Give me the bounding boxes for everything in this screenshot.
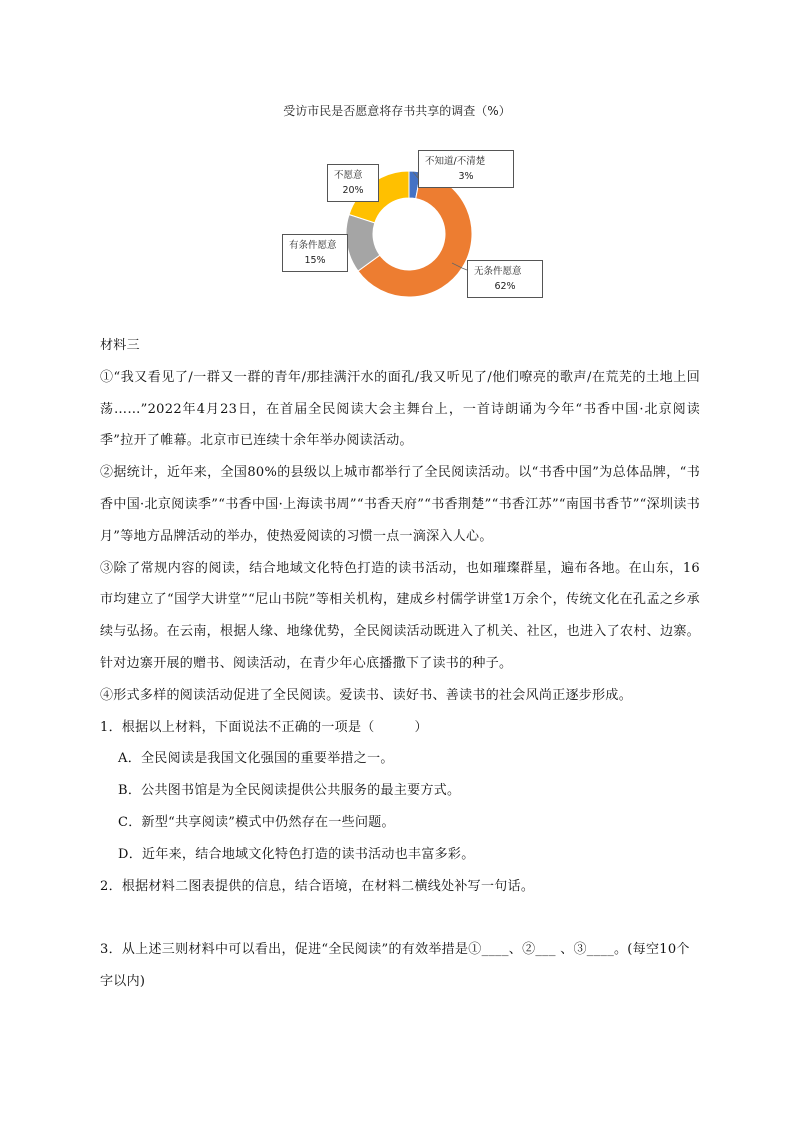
question-2: 2．根据材料二图表提供的信息，结合语境，在材料二横线处补写一句话。 [100, 878, 535, 894]
callout-unconditional [467, 260, 543, 298]
donut-chart [0, 0, 794, 320]
option-d: D．近年来，结合地域文化特色打造的读书活动也丰富多彩。 [118, 846, 475, 862]
material-title: 材料三 [100, 338, 140, 353]
chart-title: 受访市民是否愿意将存书共享的调查（%） [283, 104, 511, 118]
callout-unwilling [327, 164, 379, 202]
document-body [100, 330, 700, 998]
callout-conditional-value: 15% [304, 255, 326, 266]
callout-conditional-label: 有条件愿意 [289, 240, 337, 251]
option-b: B．公共图书馆是为全民阅读提供公共服务的最主要方式。 [118, 783, 461, 799]
answer-gap [100, 902, 700, 934]
option-c: C．新型“共享阅读”模式中仍然存在一些问题。 [118, 814, 395, 830]
paragraph-1: ①“我又看见了/一群又一群的青年/那挂满汗水的面孔/我又听见了/他们嘹亮的歌声/在荒芜的土地上回荡……”2022年4月23日，在首届全民阅读大会主舞台上，一首诗朗诵为今年“书香中国·北京阅读季”拉开了帷幕。北京市已连续十余年举办阅读活动。 [100, 369, 700, 449]
paragraph-4: ④形式多样的阅读活动促进了全民阅读。爱读书、读好书、善读书的社会风尚正逐步形成。 [100, 687, 633, 703]
callout-unconditional-value: 62% [494, 281, 516, 292]
paragraph-2: ②据统计，近年来，全国80%的县级以上城市都举行了全民阅读活动。以“书香中国”为总体品牌，“书香中国·北京阅读季”“书香中国·上海读书周”“书香天府”“书香荆楚”“书香江苏”“南国书香节”“深圳读书月”等地方品牌活动的举办，使热爱阅读的习惯一点一滴深入人心。 [100, 465, 700, 544]
callout-conditional [282, 234, 348, 272]
paragraph-3: ③除了常规内容的阅读，结合地域文化特色打造的读书活动，也如璀璨群星，遍布各地。在山东，16市均建立了“国学大讲堂”“尼山书院”等相关机构，建成乡村儒学讲堂1万余个，传统文化在孔孟之乡承续与弘扬。在云南，根据人缘、地缘优势，全民阅读活动既进入了机关、社区，也进入了农村、边寨。针对边寨开展的赠书、阅读活动，在青少年心底播撒下了读书的种子。 [100, 560, 700, 671]
callout-unknown-label: 不知道/不清楚 [425, 156, 486, 167]
callout-unwilling-label: 不愿意 [334, 170, 363, 181]
callout-unknown-value: 3% [458, 171, 474, 182]
option-a: A．全民阅读是我国文化强国的重要举措之一。 [118, 751, 394, 767]
question-1: 1．根据以上材料，下面说法不正确的一项是（ ） [100, 719, 428, 735]
callout-unwilling-value: 20% [342, 185, 364, 196]
callout-unconditional-label: 无条件愿意 [474, 266, 522, 277]
question-3: 3．从上述三则材料中可以看出，促进“全民阅读”的有效举措是①____、②___ 、③____。(每空10个字以内) [100, 942, 690, 990]
callout-unknown [418, 150, 514, 188]
